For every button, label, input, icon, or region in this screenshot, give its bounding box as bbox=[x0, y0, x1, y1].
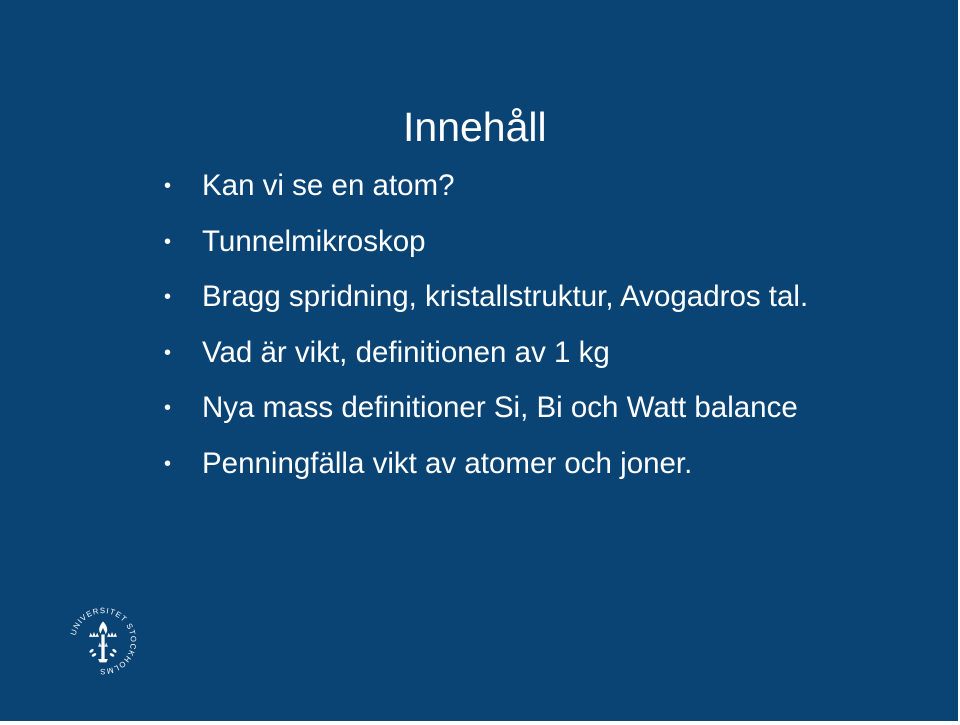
bullet-dot-icon: • bbox=[164, 286, 172, 309]
bullet-dot-icon: • bbox=[164, 452, 172, 475]
bullet-dot-icon: • bbox=[164, 230, 172, 253]
bullet-text: Vad är vikt, definitionen av 1 kg bbox=[202, 335, 610, 369]
seal-text: UNIVERSITET STOCKHOLMS bbox=[68, 606, 139, 676]
bullet-text: Tunnelmikroskop bbox=[202, 224, 426, 258]
bullet-dot-icon: • bbox=[164, 175, 172, 197]
bullet-text: Penningfälla vikt av atomer och joner. bbox=[202, 446, 693, 480]
university-seal-icon bbox=[62, 600, 144, 682]
bullet-text: Nya mass definitioner Si, Bi och Watt balance bbox=[202, 391, 798, 425]
bullet-text: Bragg spridning, kristallstruktur, Avogadros tal. bbox=[202, 280, 809, 314]
bullet-dot-icon: • bbox=[164, 341, 172, 364]
bullet-dot-icon: • bbox=[164, 397, 172, 420]
slide-title: Innehåll bbox=[403, 104, 547, 150]
bullet-text: Kan vi se en atom? bbox=[202, 169, 455, 202]
